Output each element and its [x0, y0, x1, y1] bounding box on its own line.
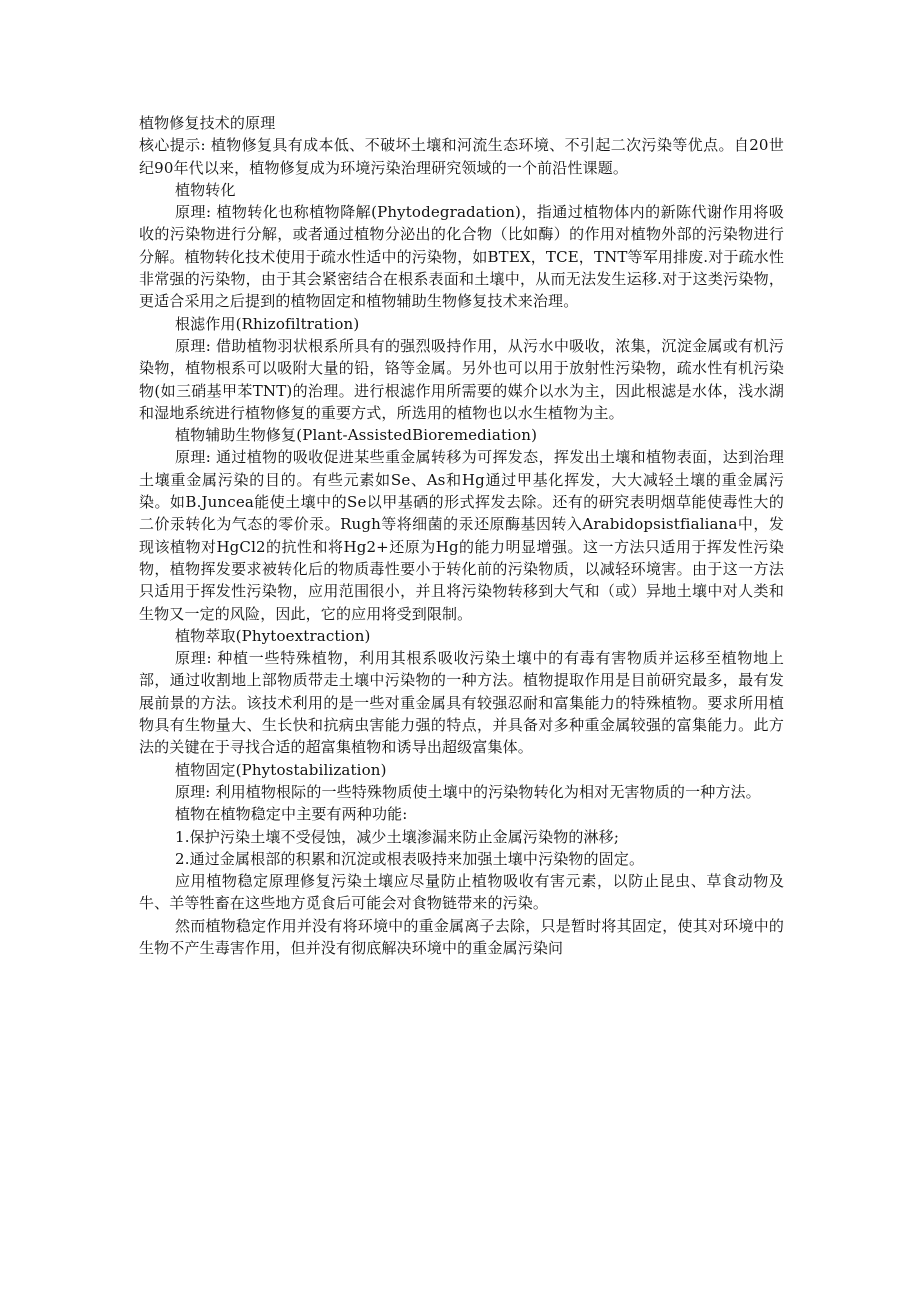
- list-item: 2.通过金属根部的积累和沉淀或根表吸持来加强土壤中污染物的固定。: [175, 849, 645, 868]
- section-paragraph: 原理: 借助植物羽状根系所具有的强烈吸持作用，从污水中吸收，浓集，沉淀金属或有机污染物，植物根系可以吸附大量的铅，铬等金属。另外也可以用于放射性污染物，疏水性有机污染物(如三硝基甲苯TNT)的治理。进行根滤作用所需要的媒介以水为主，因此根滤是水体，浅水湖和湿地系统进行植物修复的重要方式，所选用的植物也以水生植物为主。: [139, 336, 784, 422]
- section-heading-plant-assisted-bioremediation: 植物辅助生物修复(Plant-AssistedBioremediation): [175, 426, 538, 445]
- section-paragraph: 原理: 植物转化也称植物降解(Phytodegradation)，指通过植物体内的新陈代谢作用将吸收的污染物进行分解，或者通过植物分泌出的化合物（比如酶）的作用对植物外部的污染物进行分解。植物转化技术使用于疏水性适中的污染物，如BTEX，TCE，TNT等军用排废.对于疏水性非常强的污染物，由于其会紧密结合在根系表面和土壤中，从而无法发生运移.对于这类污染物，更适合采用之后提到的植物固定和植物辅助生物修复技术来治理。: [139, 203, 784, 311]
- section-heading-phytostabilization: 植物固定(Phytostabilization): [175, 760, 387, 779]
- section-heading-phytodegradation: 植物转化: [175, 180, 236, 199]
- document-summary: 核心提示: 植物修复具有成本低、不破坏土壤和河流生态环境、不引起二次污染等优点。自20世纪90年代以来，植物修复成为环境污染治理研究领域的一个前沿性课题。: [139, 136, 784, 177]
- list-item: 1.保护污染土壤不受侵蚀，减少土壤渗漏来防止金属污染物的淋移;: [175, 827, 620, 846]
- section-paragraph: 植物在植物稳定中主要有两种功能:: [175, 805, 408, 824]
- section-heading-phytoextraction: 植物萃取(Phytoextraction): [175, 626, 371, 645]
- section-paragraph: 然而植物稳定作用并没有将环境中的重金属离子去除，只是暂时将其固定，使其对环境中的生物不产生毒害作用，但并没有彻底解决环境中的重金属污染问: [139, 916, 784, 957]
- section-paragraph: 原理: 种植一些特殊植物，利用其根系吸收污染土壤中的有毒有害物质并运移至植物地上部，通过收割地上部物质带走土壤中污染物的一种方法。植物提取作用是目前研究最多，最有发展前景的方法。该技术利用的是一些对重金属具有较强忍耐和富集能力的特殊植物。要求所用植物具有生物量大、生长快和抗病虫害能力强的特点，并具备对多种重金属较强的富集能力。此方法的关键在于寻找合适的超富集植物和诱导出超级富集体。: [139, 649, 784, 757]
- section-heading-rhizofiltration: 根滤作用(Rhizofiltration): [175, 314, 360, 333]
- document-title: 植物修复技术的原理: [139, 114, 276, 132]
- section-paragraph: 应用植物稳定原理修复污染土壤应尽量防止植物吸收有害元素，以防止昆虫、草食动物及牛、羊等牲畜在这些地方觅食后可能会对食物链带来的污染。: [139, 872, 784, 913]
- section-paragraph: 原理: 利用植物根际的一些特殊物质使土壤中的污染物转化为相对无害物质的一种方法。: [175, 782, 761, 801]
- document-body: [139, 112, 784, 959]
- section-paragraph: 原理: 通过植物的吸收促进某些重金属转移为可挥发态，挥发出土壤和植物表面，达到治理土壤重金属污染的目的。有些元素如Se、As和Hg通过甲基化挥发，大大减轻土壤的重金属污染。如B.Juncea能使土壤中的Se以甲基硒的形式挥发去除。还有的研究表明烟草能使毒性大的二价汞转化为气态的零价汞。Rugh等将细菌的汞还原酶基因转入Arabidopsistfialiana中，发现该植物对HgCl2的抗性和将Hg2+还原为Hg的能力明显增强。这一方法只适用于挥发性污染物，植物挥发要求被转化后的物质毒性要小于转化前的污染物质，以减轻环境害。由于这一方法只适用于挥发性污染物，应用范围很小，并且将污染物转移到大气和（或）异地土壤中对人类和生物又一定的风险，因此，它的应用将受到限制。: [139, 448, 784, 623]
